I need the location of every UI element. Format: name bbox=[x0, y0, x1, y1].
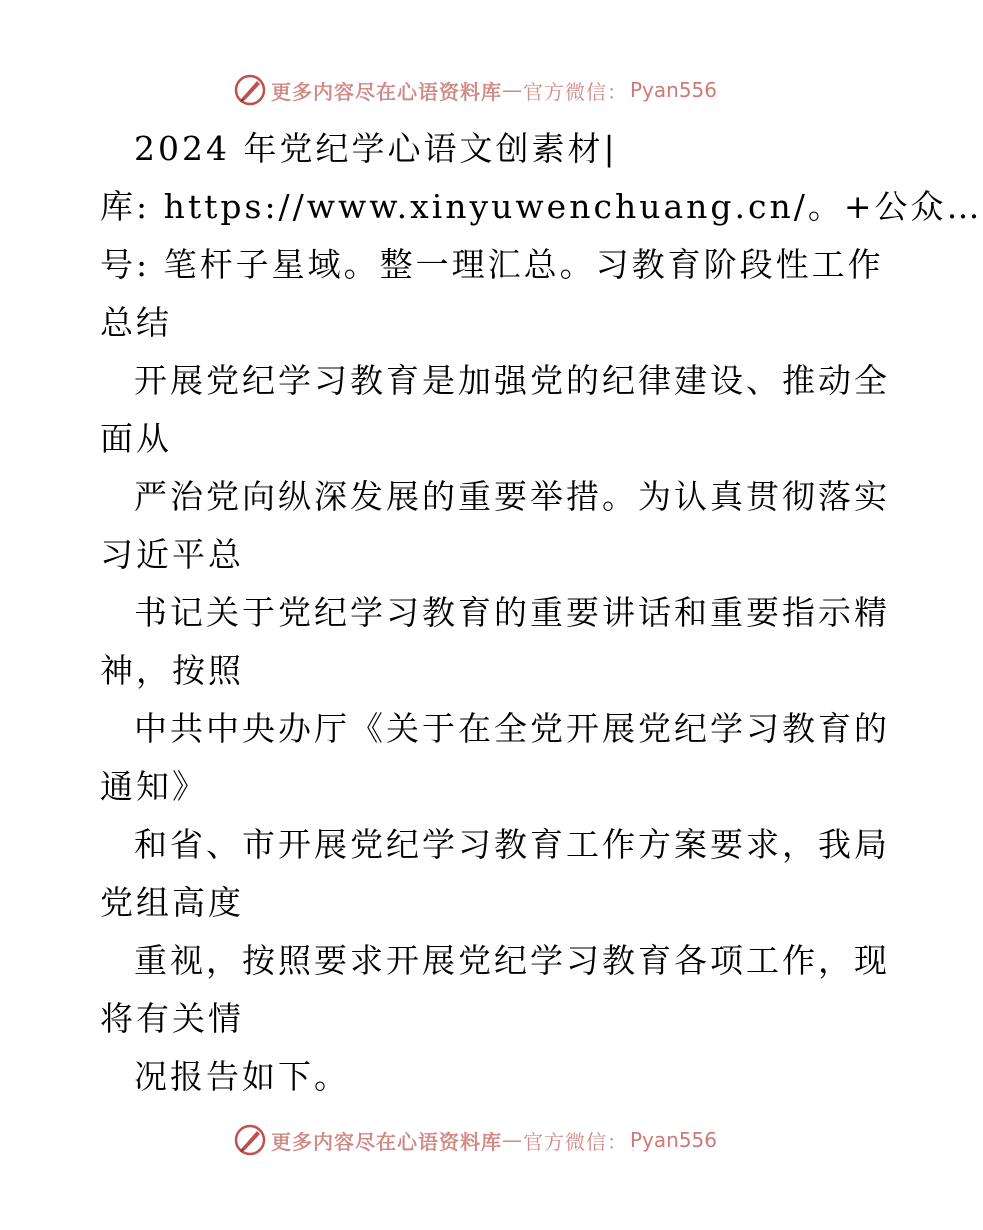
text-line: 开展党纪学习教育是加强党的纪律建设、推动全 bbox=[134, 361, 890, 400]
watermark-dash: — bbox=[501, 1128, 523, 1152]
text-line: 况报告如下。 bbox=[134, 1057, 350, 1096]
watermark-text: 更多内容尽在心语资料库 bbox=[270, 79, 502, 104]
text-line: 书记关于党纪学习教育的重要讲话和重要指示精 bbox=[134, 593, 890, 632]
text-line: 党组高度 bbox=[100, 883, 244, 922]
text-line: 神，按照 bbox=[100, 651, 244, 690]
text-line: 和省、市开展党纪学习教育工作方案要求，我局 bbox=[134, 825, 890, 864]
footer-watermark bbox=[0, 1120, 950, 1160]
text-line: 总结 bbox=[100, 303, 172, 342]
text-line: 严治党向纵深发展的重要举措。为认真贯彻落实 bbox=[134, 477, 890, 516]
watermark-wechat-label: 官方微信： bbox=[522, 79, 628, 104]
text-line: 2024 年党纪学心语文创素材| bbox=[134, 129, 618, 168]
watermark-text: 更多内容尽在心语资料库 bbox=[270, 1129, 502, 1154]
watermark-wechat-id: Pyan556 bbox=[629, 1128, 717, 1152]
quill-logo-icon bbox=[233, 1123, 267, 1157]
text-line: 习近平总 bbox=[100, 535, 244, 574]
text-line: 将有关情 bbox=[100, 999, 244, 1038]
watermark-wechat-label: 官方微信： bbox=[522, 1129, 628, 1154]
document-body bbox=[100, 120, 983, 1106]
quill-logo-icon bbox=[233, 73, 267, 107]
header-watermark bbox=[0, 70, 950, 110]
watermark-dash: — bbox=[501, 78, 523, 102]
watermark-wechat-id: Pyan556 bbox=[629, 78, 717, 102]
text-line: 库: https://www.xinyuwenchuang.cn/。+公众… bbox=[100, 187, 983, 226]
text-line: 通知》 bbox=[100, 767, 208, 806]
text-line: 重视，按照要求开展党纪学习教育各项工作，现 bbox=[134, 941, 890, 980]
text-line: 面从 bbox=[100, 419, 172, 458]
text-line: 中共中央办厅《关于在全党开展党纪学习教育的 bbox=[134, 709, 890, 748]
text-line: 号: 笔杆子星域。整一理汇总。习教育阶段性工作 bbox=[100, 245, 884, 284]
